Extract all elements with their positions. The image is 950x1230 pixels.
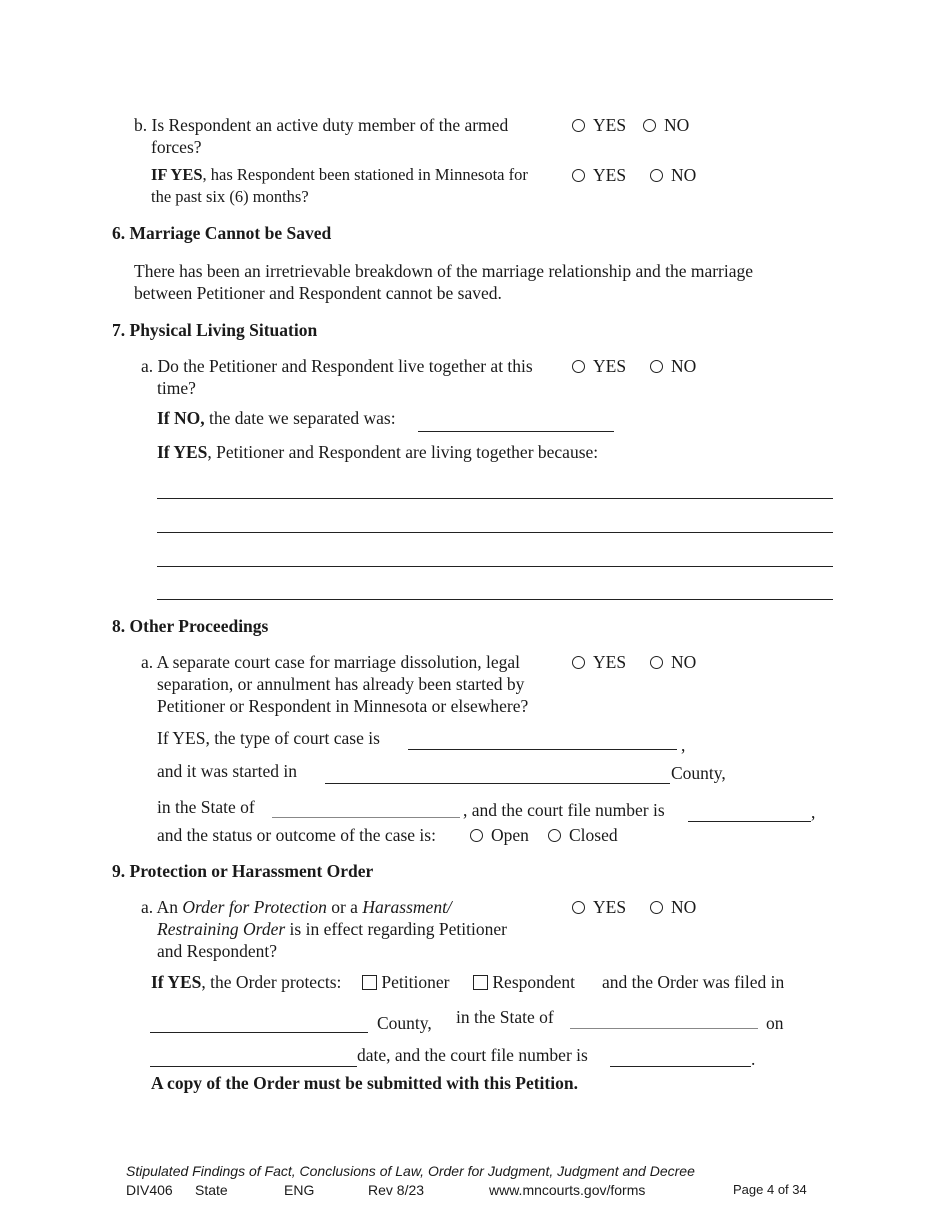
separation-date-field[interactable] xyxy=(418,431,614,432)
armed-forces-yes-option[interactable]: YES xyxy=(572,114,626,136)
radio-button[interactable] xyxy=(470,829,483,842)
order-date-label: date, and the court file number is xyxy=(357,1045,588,1065)
living-together-question: a. Do the Petitioner and Respondent live together at this xyxy=(141,356,533,376)
checkbox[interactable] xyxy=(473,975,488,990)
stationed-yes-option[interactable]: YES xyxy=(572,164,626,186)
protection-order-question-cont: Restraining Order is in effect regarding Petitioner xyxy=(157,919,507,939)
checkbox[interactable] xyxy=(362,975,377,990)
state-field[interactable] xyxy=(272,817,460,818)
footer-form-id: DIV406 xyxy=(126,1182,173,1198)
order-county-field[interactable] xyxy=(150,1032,368,1033)
radio-button[interactable] xyxy=(650,169,663,182)
footer-language: ENG xyxy=(284,1182,315,1198)
reason-line-1[interactable] xyxy=(157,498,833,499)
footer-revision: Rev 8/23 xyxy=(368,1182,425,1198)
protects-petitioner-option[interactable]: Petitioner xyxy=(362,971,449,993)
radio-button[interactable] xyxy=(572,360,585,373)
comma: , xyxy=(681,735,686,755)
comma: , xyxy=(811,802,816,822)
footer-form-title: Stipulated Findings of Fact, Conclusions of Law, Order for Judgment, Judgment and Decree xyxy=(126,1163,695,1179)
started-county-field[interactable] xyxy=(325,783,670,784)
protection-order-yes-option[interactable]: YES xyxy=(572,896,626,918)
reason-line-3[interactable] xyxy=(157,566,833,567)
armed-forces-no-option[interactable]: NO xyxy=(643,114,689,136)
marriage-statement-cont: between Petitioner and Respondent cannot be saved. xyxy=(134,283,502,303)
separation-date-label: If NO, the date we separated was: xyxy=(157,408,396,428)
radio-button[interactable] xyxy=(548,829,561,842)
section-9-heading: 9. Protection or Harassment Order xyxy=(112,861,374,881)
footer-page-number: Page 4 of 34 xyxy=(733,1182,807,1197)
section-7-heading: 7. Physical Living Situation xyxy=(112,320,318,340)
order-state-label: in the State of xyxy=(456,1007,554,1027)
other-proceedings-question-cont: separation, or annulment has already been started by xyxy=(157,674,525,694)
living-together-reason-label: If YES, Petitioner and Respondent are living together because: xyxy=(157,442,599,462)
period: . xyxy=(751,1049,756,1069)
radio-button[interactable] xyxy=(643,119,656,132)
footer-website: www.mncourts.gov/forms xyxy=(489,1182,646,1198)
state-label: in the State of xyxy=(157,797,255,817)
living-together-question-cont: time? xyxy=(157,378,196,398)
radio-button[interactable] xyxy=(572,169,585,182)
started-in-label: and it was started in xyxy=(157,761,297,781)
order-state-field[interactable] xyxy=(570,1028,758,1029)
living-together-no-option[interactable]: NO xyxy=(650,355,696,377)
other-proceedings-yes-option[interactable]: YES xyxy=(572,651,626,673)
other-proceedings-question: a. A separate court case for marriage dissolution, legal xyxy=(141,652,521,672)
reason-line-2[interactable] xyxy=(157,532,833,533)
living-together-yes-option[interactable]: YES xyxy=(572,355,626,377)
marriage-statement: There has been an irretrievable breakdown of the marriage relationship and the marriage xyxy=(134,261,754,281)
case-type-label: If YES, the type of court case is xyxy=(157,728,380,748)
radio-button[interactable] xyxy=(650,901,663,914)
order-protects-label: If YES, the Order protects: xyxy=(151,972,342,992)
protection-order-question-cont2: and Respondent? xyxy=(157,941,278,961)
status-closed-option[interactable]: Closed xyxy=(548,824,618,846)
case-type-field[interactable] xyxy=(408,749,677,750)
order-file-number-field[interactable] xyxy=(610,1066,751,1067)
question-armed-forces: b. Is Respondent an active duty member of the armed xyxy=(134,115,509,135)
other-proceedings-no-option[interactable]: NO xyxy=(650,651,696,673)
radio-button[interactable] xyxy=(572,119,585,132)
question-armed-forces-cont: forces? xyxy=(151,137,202,157)
status-open-option[interactable]: Open xyxy=(470,824,529,846)
court-file-number-field[interactable] xyxy=(688,821,811,822)
section-6-heading: 6. Marriage Cannot be Saved xyxy=(112,223,332,243)
county-label: County, xyxy=(671,763,726,783)
stationed-question: IF YES, has Respondent been stationed in Minnesota for xyxy=(151,165,528,184)
on-label: on xyxy=(766,1013,784,1033)
court-file-label: , and the court file number is xyxy=(463,800,665,820)
section-8-heading: 8. Other Proceedings xyxy=(112,616,269,636)
order-county-label: County, xyxy=(377,1013,432,1033)
case-status-label: and the status or outcome of the case is: xyxy=(157,825,436,845)
copy-order-note: A copy of the Order must be submitted with this Petition. xyxy=(151,1073,578,1093)
radio-button[interactable] xyxy=(650,656,663,669)
protects-respondent-option[interactable]: Respondent xyxy=(473,971,575,993)
stationed-no-option[interactable]: NO xyxy=(650,164,696,186)
order-filed-label: and the Order was filed in xyxy=(602,972,785,992)
radio-button[interactable] xyxy=(650,360,663,373)
protection-order-question: a. An Order for Protection or a Harassment/ xyxy=(141,897,452,917)
stationed-question-cont: the past six (6) months? xyxy=(151,187,309,206)
reason-line-4[interactable] xyxy=(157,599,833,600)
protection-order-no-option[interactable]: NO xyxy=(650,896,696,918)
order-date-field[interactable] xyxy=(150,1066,357,1067)
footer-scope: State xyxy=(195,1182,228,1198)
other-proceedings-question-cont2: Petitioner or Respondent in Minnesota or elsewhere? xyxy=(157,696,529,716)
radio-button[interactable] xyxy=(572,656,585,669)
radio-button[interactable] xyxy=(572,901,585,914)
